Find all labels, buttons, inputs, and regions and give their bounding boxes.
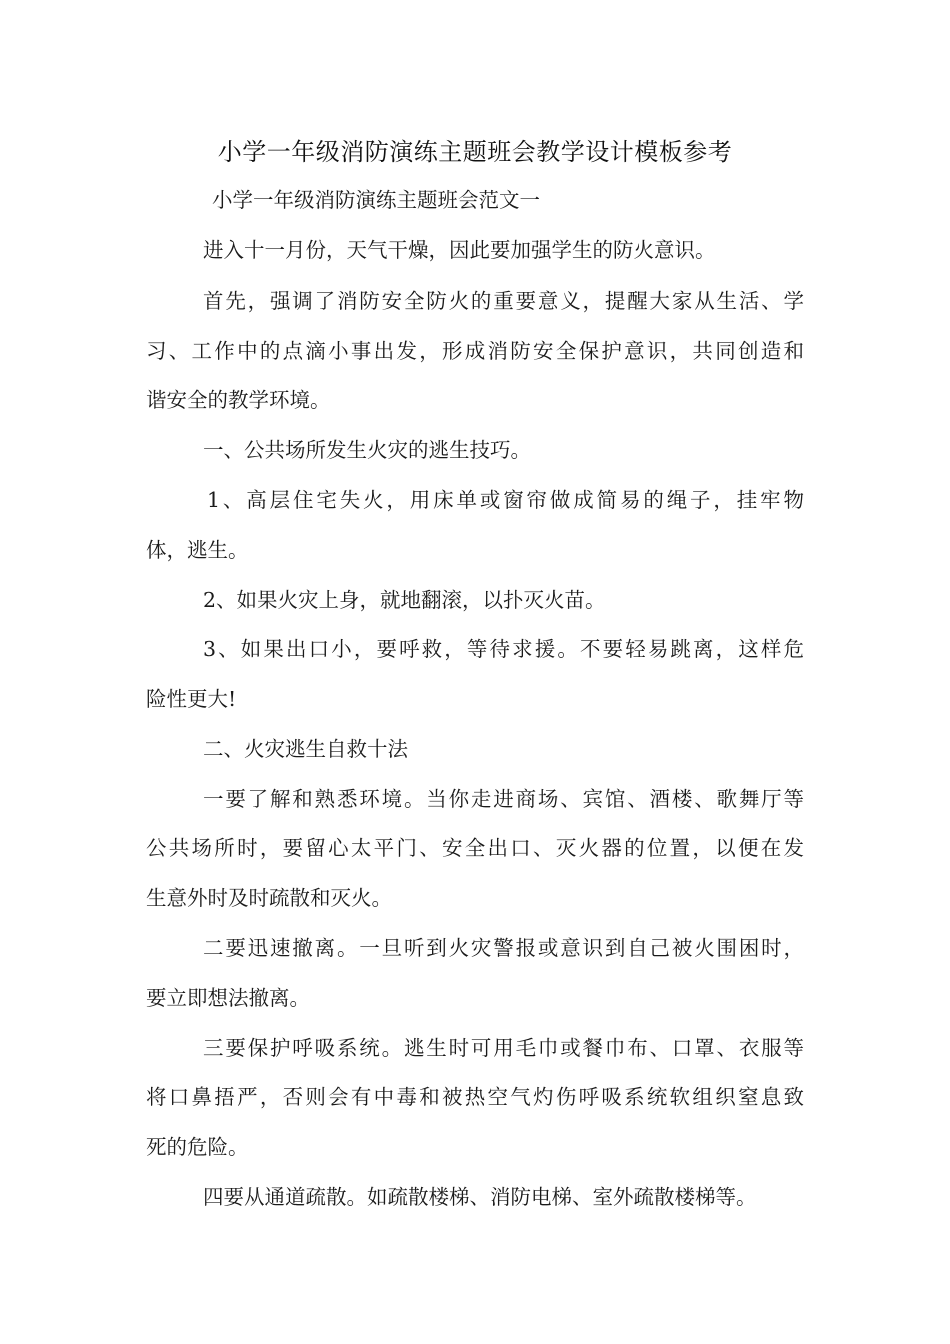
paragraph-line: 生意外时及时疏散和灭火。 xyxy=(146,886,392,910)
paragraph-line: 体，逃生。 xyxy=(146,538,249,562)
subtitle-line: 小学一年级消防演练主题班会范文一 xyxy=(212,188,540,212)
paragraph-line: 死的危险。 xyxy=(146,1135,249,1159)
paragraph-line: 三要保护呼吸系统。逃生时可用毛巾或餐巾布、口罩、衣服等 xyxy=(203,1036,804,1060)
paragraph-line: 险性更大! xyxy=(146,687,237,711)
paragraph-line: 一要了解和熟悉环境。当你走进商场、宾馆、酒楼、歌舞厅等 xyxy=(203,787,804,811)
section-heading: 二、火灾逃生自救十法 xyxy=(203,737,408,761)
paragraph-line: 3、如果出口小，要呼救，等待求援。不要轻易跳离，这样危 xyxy=(203,637,804,661)
paragraph-line: 进入十一月份，天气干燥，因此要加强学生的防火意识。 xyxy=(203,238,716,262)
paragraph-line: 将口鼻捂严，否则会有中毒和被热空气灼伤呼吸系统软组织窒息致 xyxy=(146,1085,804,1109)
section-heading: 一、公共场所发生火灾的逃生技巧。 xyxy=(203,438,531,462)
paragraph-line: 公共场所时，要留心太平门、安全出口、灭火器的位置，以便在发 xyxy=(146,836,804,860)
paragraph-line: 1、高层住宅失火，用床单或窗帘做成简易的绳子，挂牢物 xyxy=(207,488,804,512)
paragraph-line: 二要迅速撤离。一旦听到火灾警报或意识到自己被火围困时， xyxy=(203,936,804,960)
paragraph-line: 首先，强调了消防安全防火的重要意义，提醒大家从生活、学 xyxy=(203,289,804,313)
paragraph-line: 习、工作中的点滴小事出发，形成消防安全保护意识，共同创造和 xyxy=(146,339,804,363)
paragraph-line: 谐安全的教学环境。 xyxy=(146,388,331,412)
paragraph-line: 四要从通道疏散。如疏散楼梯、消防电梯、室外疏散楼梯等。 xyxy=(203,1185,757,1209)
paragraph-line: 2、如果火灾上身，就地翻滚，以扑灭火苗。 xyxy=(203,588,606,612)
paragraph-line: 要立即想法撤离。 xyxy=(146,986,310,1010)
document-title: 小学一年级消防演练主题班会教学设计模板参考 xyxy=(217,138,733,166)
